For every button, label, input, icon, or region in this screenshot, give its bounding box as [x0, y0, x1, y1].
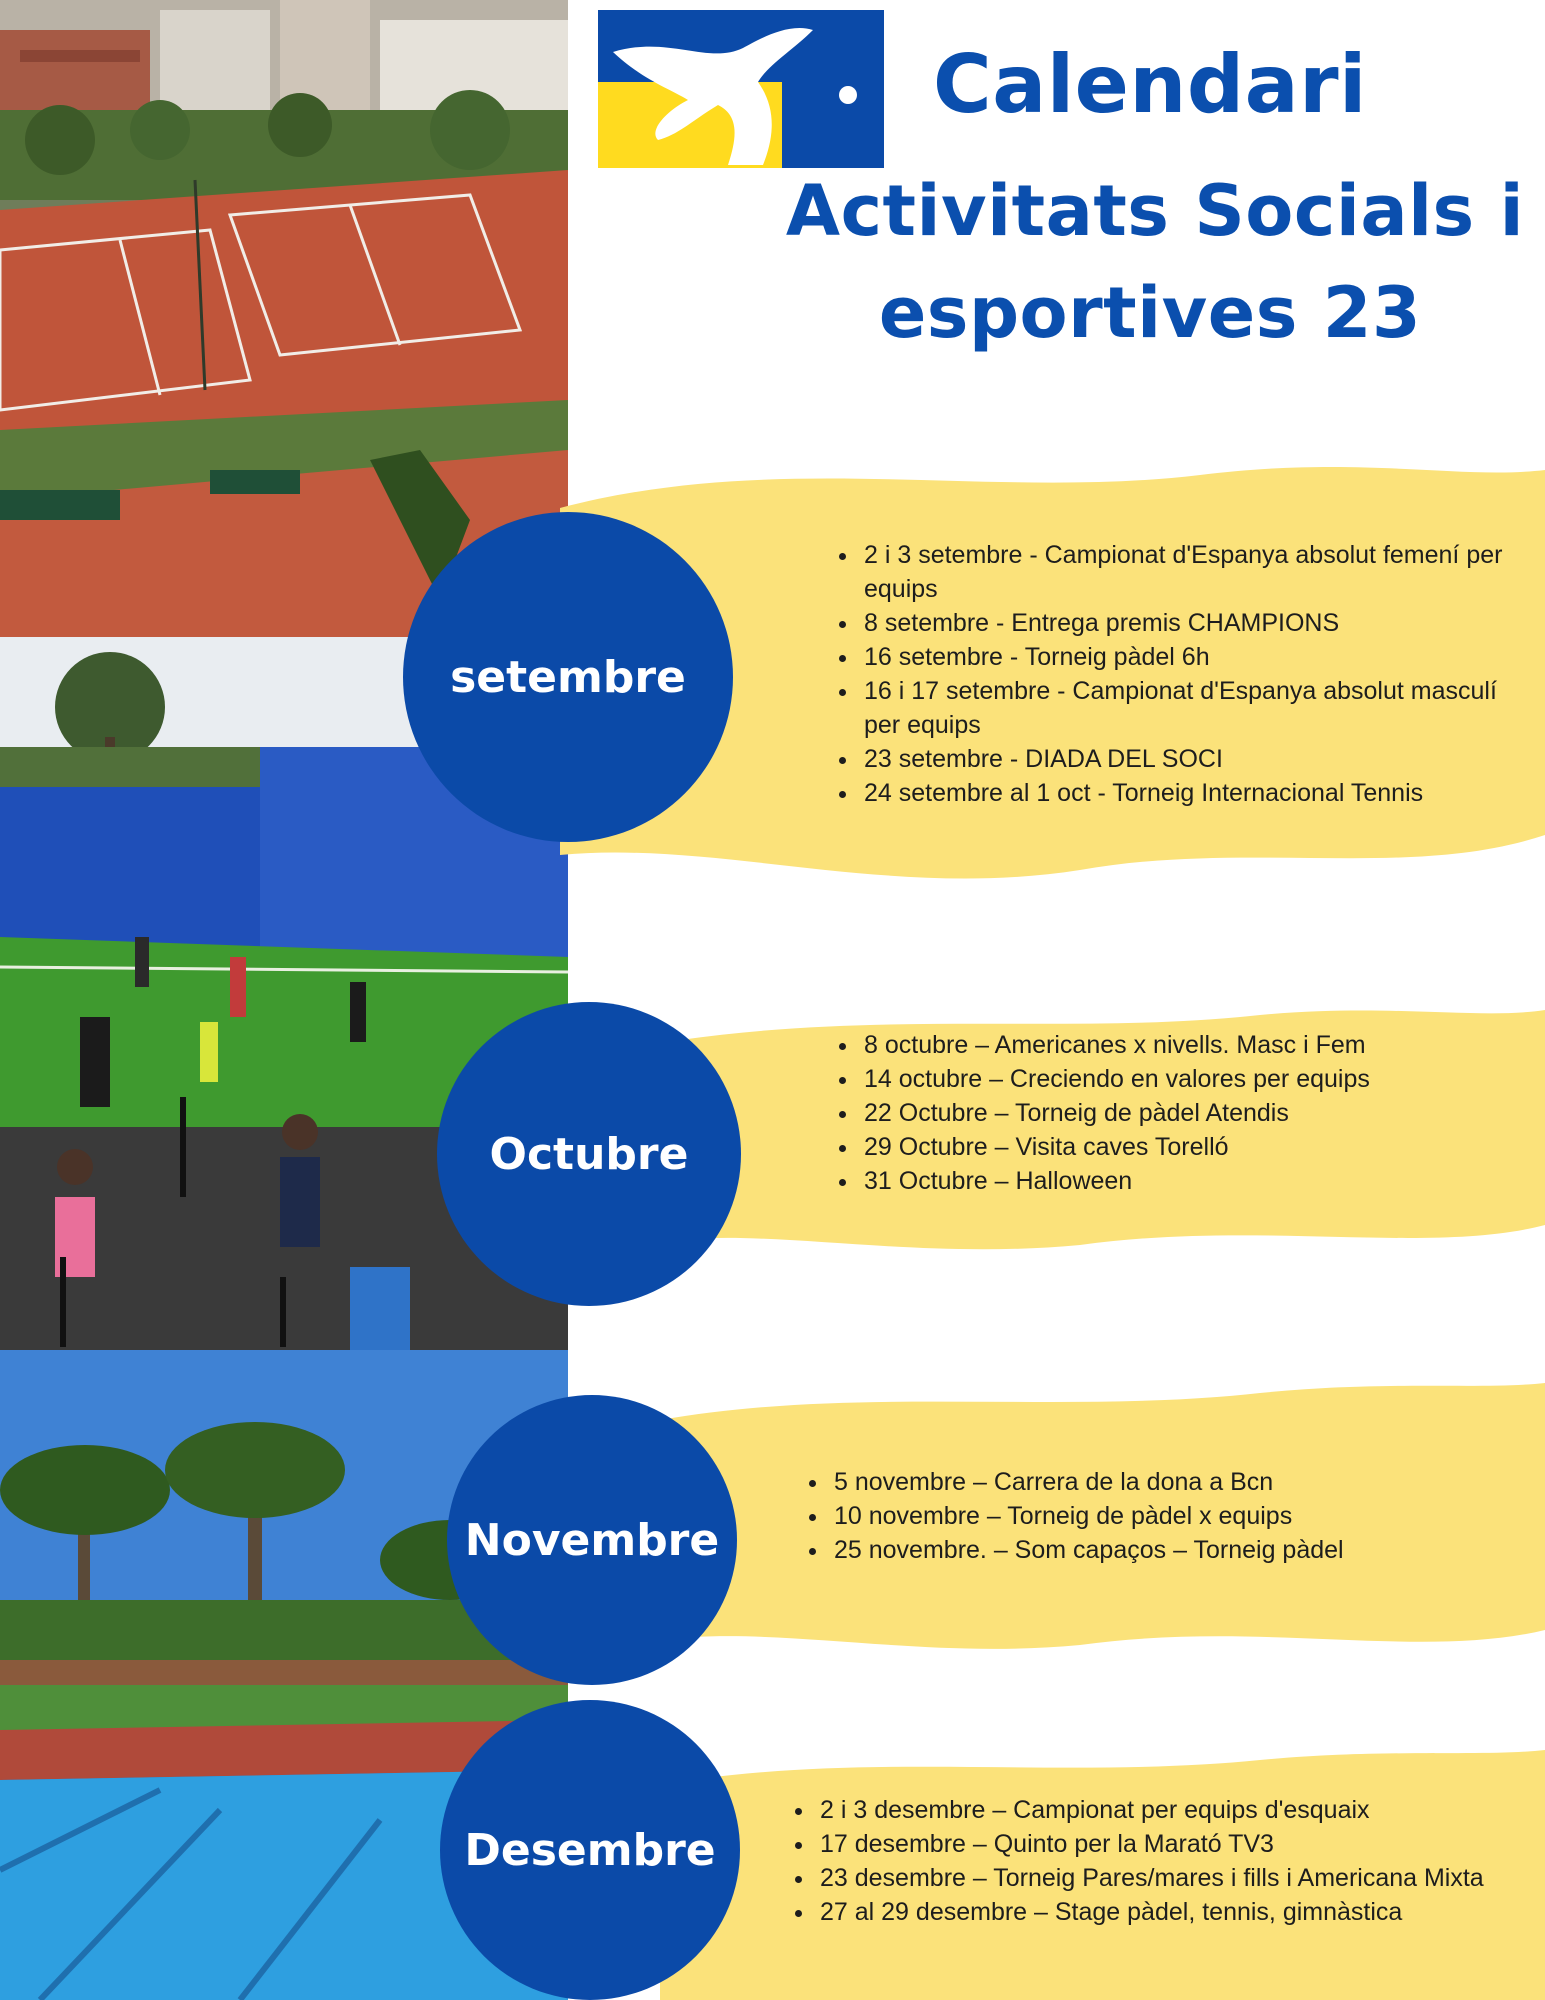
month-circle-novembre: [447, 1395, 737, 1685]
event-item: • 29 Octubre – Visita caves Torelló: [860, 1130, 1510, 1164]
event-item: • 2 i 3 setembre - Campionat d'Espanya absolut femení per equips: [860, 538, 1510, 606]
month-label: Desembre: [464, 1824, 716, 1876]
event-item: • 24 setembre al 1 oct - Torneig Internacional Tennis: [860, 776, 1510, 810]
month-circle-desembre: [440, 1700, 740, 2000]
event-item: • 17 desembre – Quinto per la Marató TV3: [816, 1827, 1516, 1861]
month-label: Novembre: [464, 1514, 720, 1566]
event-item: • 27 al 29 desembre – Stage pàdel, tennis, gimnàstica: [816, 1895, 1516, 1929]
events-list-desembre: [786, 1793, 1516, 1929]
event-item: • 5 novembre – Carrera de la dona a Bcn: [830, 1465, 1510, 1499]
tennis-player-icon: [598, 10, 884, 168]
events-list-novembre: [800, 1465, 1510, 1567]
event-item: • 16 i 17 setembre - Campionat d'Espanya absolut masculí per equips: [860, 674, 1510, 742]
event-item: • 2 i 3 desembre – Campionat per equips d'esquaix: [816, 1793, 1516, 1827]
event-item: • 23 setembre - DIADA DEL SOCI: [860, 742, 1510, 776]
event-item: • 10 novembre – Torneig de pàdel x equips: [830, 1499, 1510, 1533]
page-subtitle-line-1: Activitats Socials i: [785, 170, 1525, 252]
event-item: • 23 desembre – Torneig Pares/mares i fills i Americana Mixta: [816, 1861, 1516, 1895]
event-item: • 16 setembre - Torneig pàdel 6h: [860, 640, 1510, 674]
event-item: • 22 Octubre – Torneig de pàdel Atendis: [860, 1096, 1510, 1130]
event-item: • 14 octubre – Creciendo en valores per equips: [860, 1062, 1510, 1096]
month-label: Octubre: [489, 1128, 689, 1180]
event-item: • 8 setembre - Entrega premis CHAMPIONS: [860, 606, 1510, 640]
event-item: • 8 octubre – Americanes x nivells. Masc i Fem: [860, 1028, 1510, 1062]
event-item: • 25 novembre. – Som capaços – Torneig pàdel: [830, 1533, 1510, 1567]
events-list-setembre: [830, 538, 1510, 810]
month-label: setembre: [450, 651, 686, 703]
page-subtitle-line-2: esportives 23: [878, 272, 1422, 354]
month-circle-octubre: [437, 1002, 741, 1306]
event-item: • 31 Octubre – Halloween: [860, 1164, 1510, 1198]
month-circle-setembre: [403, 512, 733, 842]
club-logo: [598, 10, 884, 168]
page-title: Calendari: [933, 38, 1367, 131]
events-list-octubre: [830, 1028, 1510, 1198]
